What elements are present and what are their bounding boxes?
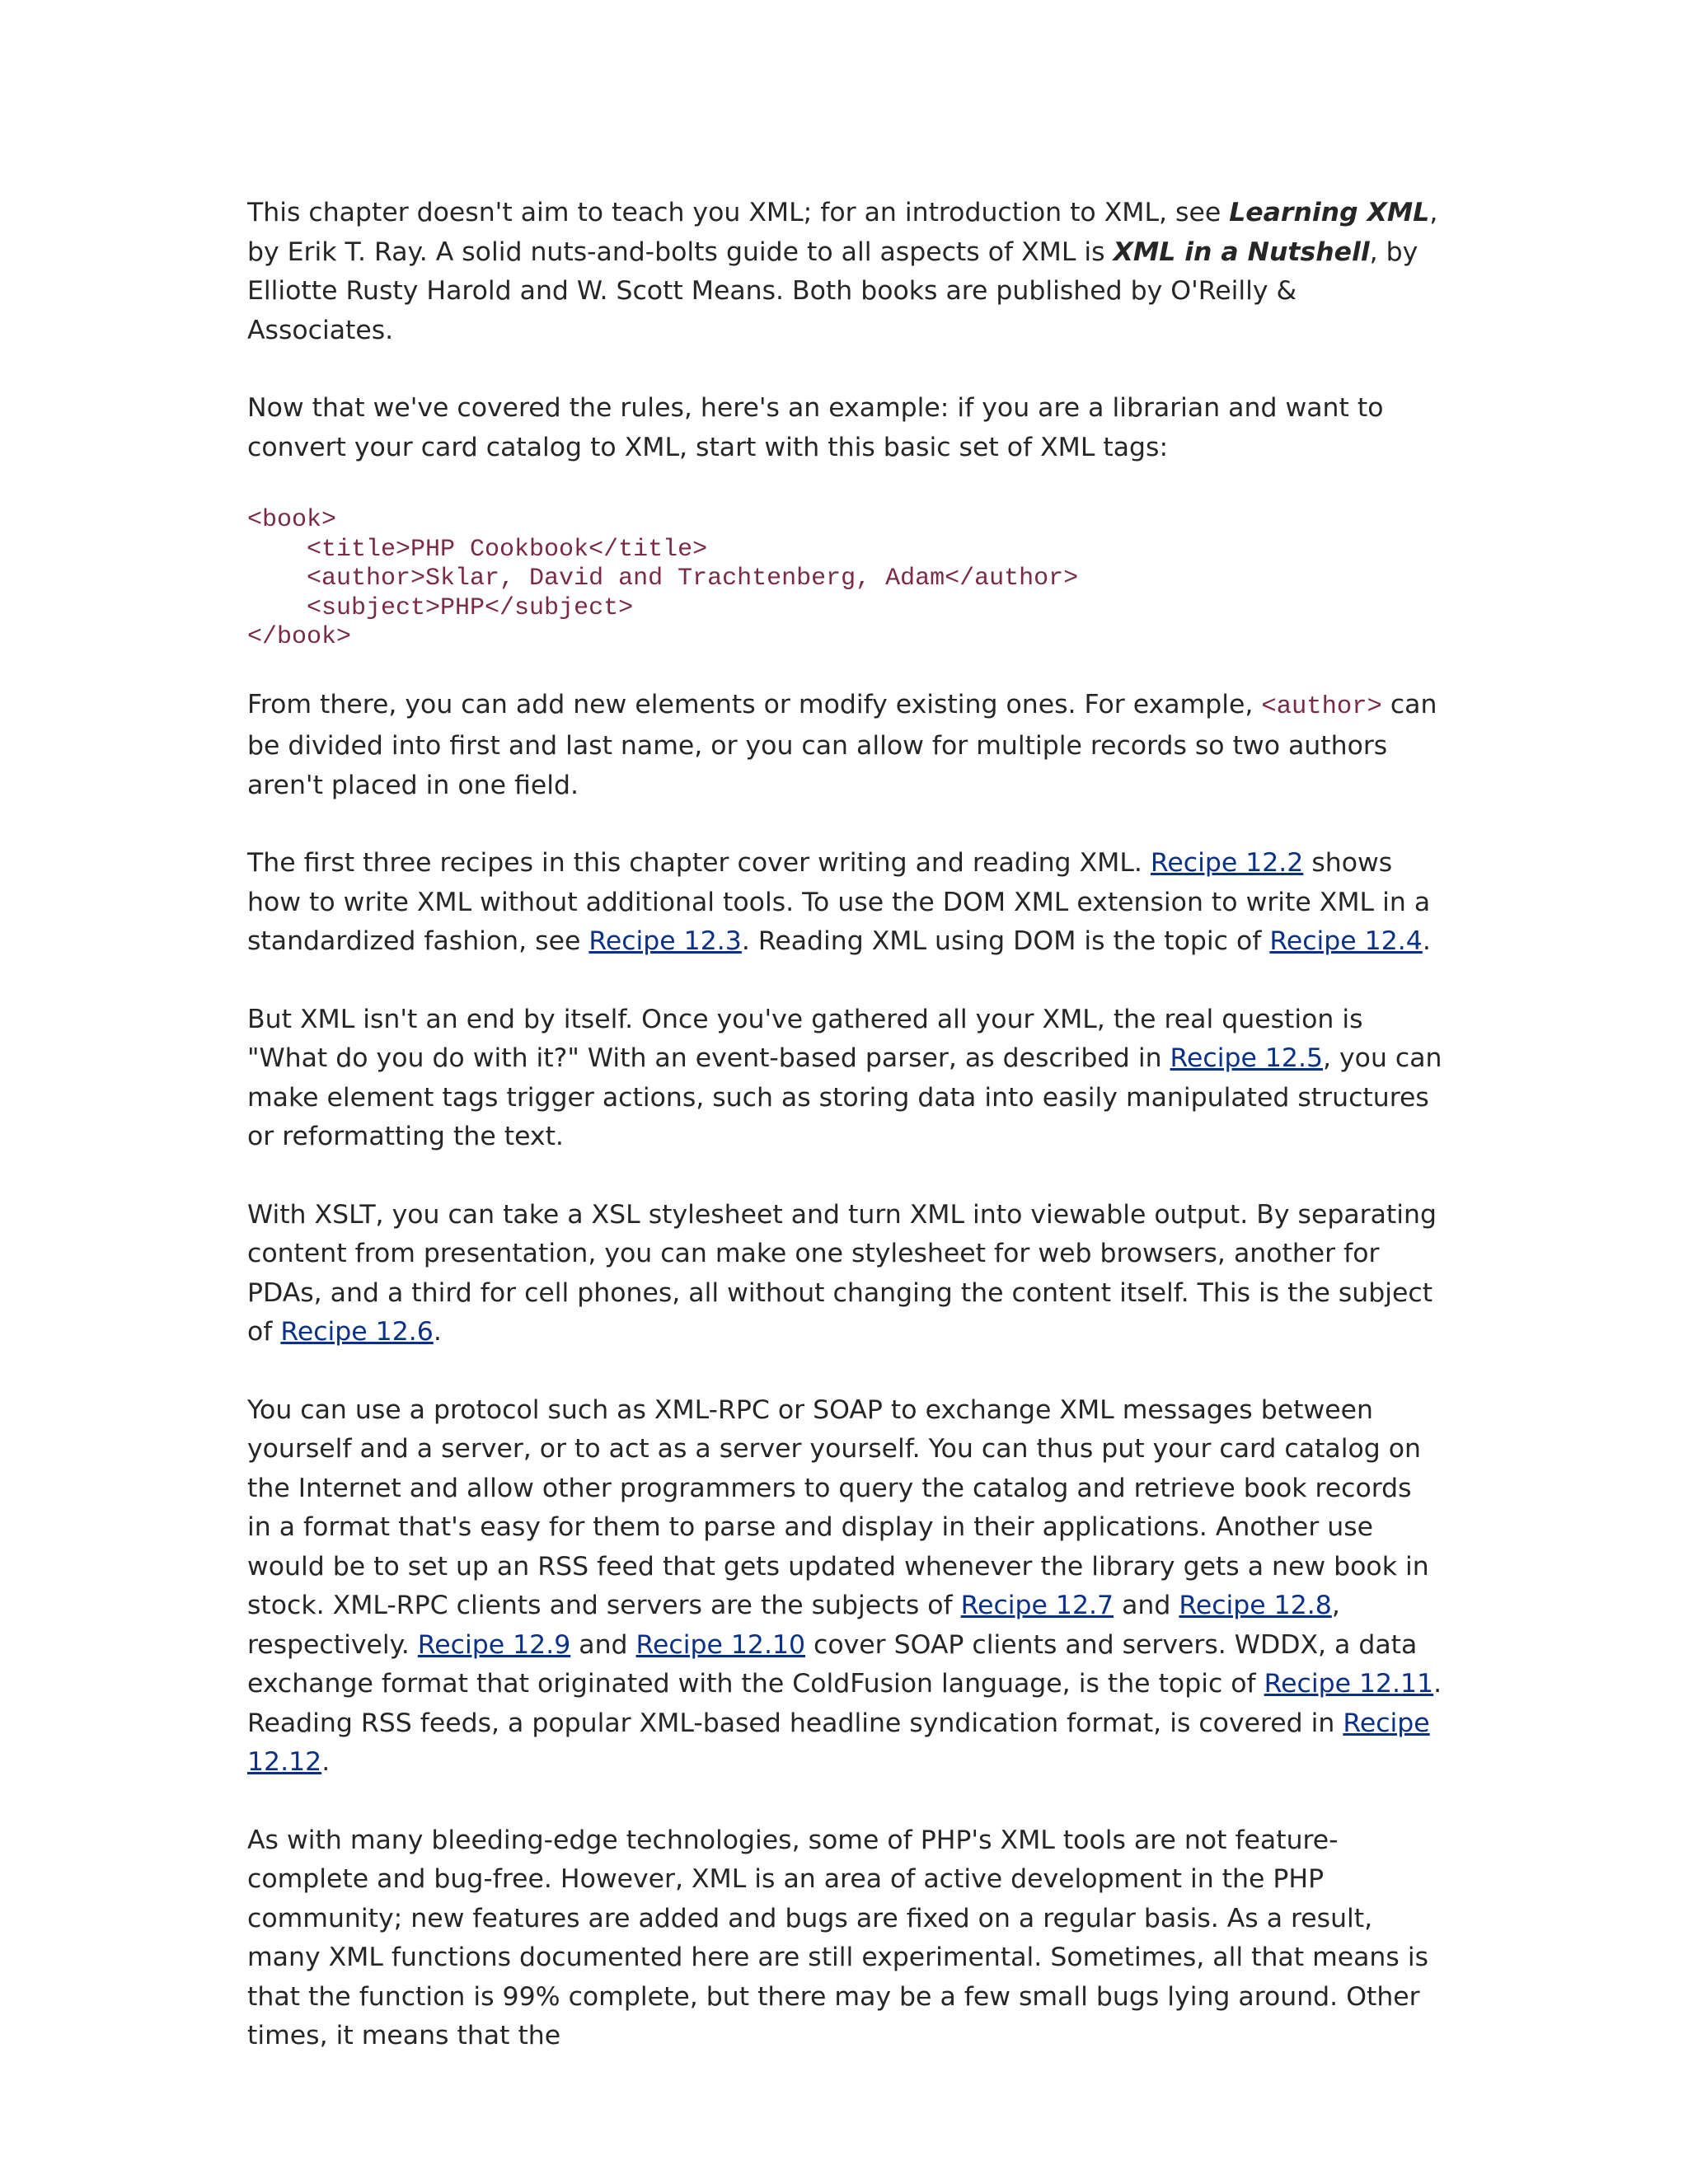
paragraph-event-parser: [247, 1001, 1442, 1157]
code-line: </book>: [247, 623, 352, 651]
paragraph-xslt: [247, 1196, 1442, 1352]
code-line: <subject>PHP</subject>: [247, 593, 634, 622]
text: You can use a protocol such as XML-RPC or SOAP to exchange XML messages between yourself and a server, or to act as a server yourself. You can thus put your card catalog on the Internet and allow other programmers to query the catalog and retrieve book records in a format that's easy for them to parse and display in their applications. Another use would be to set up an RSS feed that gets updated whenever the library gets a new book in stock. XML-RPC clients and servers are the subjects of: [247, 1394, 1429, 1620]
text: , by Erik T. Ray. A solid nuts-and-bolts guide to all aspects of XML is: [247, 198, 1438, 267]
link-recipe-12-4[interactable]: Recipe 12.4: [1269, 926, 1423, 956]
text: , by Elliotte Rusty Harold and W. Scott Means. Both books are published by O'Reilly & Associates.: [247, 237, 1418, 345]
text: But XML isn't an end by itself. Once you've gathered all your XML, the real question is "What do you do with it?" With an event-based parser, as described in: [247, 1004, 1363, 1073]
book-title-xml-in-a-nutshell: XML in a Nutshell: [1113, 237, 1370, 267]
link-recipe-12-11[interactable]: Recipe 12.11: [1264, 1669, 1434, 1699]
document-page: [247, 194, 1442, 2095]
paragraph-example: Now that we've covered the rules, here's an example: if you are a librarian and want to convert your card catalog to XML, start with this basic set of XML tags:: [247, 393, 1384, 462]
text: . Reading XML using DOM is the topic of: [741, 926, 1270, 956]
text: From there, you can add new elements or modify existing ones. For example,: [247, 689, 1262, 719]
link-recipe-12-3[interactable]: Recipe 12.3: [588, 926, 742, 956]
link-recipe-12-8[interactable]: Recipe 12.8: [1179, 1591, 1332, 1620]
text: .: [1422, 926, 1431, 956]
text: This chapter doesn't aim to teach you XML; for an introduction to XML, see: [247, 198, 1230, 227]
paragraph-modify: [247, 686, 1442, 806]
code-line: <book>: [247, 506, 337, 534]
link-recipe-12-10[interactable]: Recipe 12.10: [635, 1629, 806, 1660]
text: , respectively.: [247, 1591, 1340, 1660]
link-recipe-12-5[interactable]: Recipe 12.5: [1170, 1043, 1323, 1073]
inline-code-author: <author>: [1261, 692, 1382, 721]
code-block: [247, 506, 1442, 653]
link-recipe-12-12[interactable]: Recipe 12.12: [247, 1708, 1430, 1777]
text: The first three recipes in this chapter cover writing and reading XML.: [247, 848, 1151, 878]
text: and: [570, 1629, 636, 1660]
text: With XSLT, you can take a XSL stylesheet and turn XML into viewable output. By separating content from presentation, you can make one stylesheet for web browsers, another for PDAs, and a third for cell phones, all without changing the content itself. This is the subject of: [247, 1199, 1437, 1347]
text: . Reading RSS feeds, a popular XML-based headline syndication format, is covered in: [247, 1669, 1442, 1738]
text: , you can make element tags trigger actions, such as storing data into easily manipulated structures or reformatting the text.: [247, 1043, 1442, 1151]
book-title-learning-xml: Learning XML: [1229, 198, 1430, 227]
text: .: [321, 1747, 331, 1777]
code-line: <title>PHP Cookbook</title>: [247, 535, 708, 564]
text: .: [433, 1317, 442, 1347]
paragraph-protocols: [247, 1391, 1442, 1783]
text: can be divided into first and last name, or you can allow for multiple records so two authors aren't placed in one field.: [247, 689, 1437, 800]
link-recipe-12-6[interactable]: Recipe 12.6: [280, 1317, 434, 1347]
paragraph-bleeding-edge: As with many bleeding-edge technologies, some of PHP's XML tools are not feature-complete and bug-free. However, XML is an area of active development in the PHP community; new features are added and bugs are fixed on a regular basis. As a result, many XML functions documented here are still experimental. Sometimes, all that means is that the function is 99% complete, but there may be a few small bugs lying around. Other times, it means that the: [247, 1825, 1428, 2050]
code-line: <author>Sklar, David and Trachtenberg, Adam</author>: [247, 565, 1079, 593]
text: shows how to write XML without additional tools. To use the DOM XML extension to write XML in a standardized fashion, see: [247, 848, 1431, 956]
text: and: [1114, 1591, 1179, 1620]
link-recipe-12-2[interactable]: Recipe 12.2: [1150, 848, 1304, 878]
paragraph-intro: [247, 194, 1442, 350]
paragraph-recipes-intro: [247, 844, 1442, 962]
text: cover SOAP clients and servers. WDDX, a data exchange format that originated with the ColdFusion language, is the topic of: [247, 1629, 1418, 1699]
link-recipe-12-9[interactable]: Recipe 12.9: [417, 1629, 571, 1660]
link-recipe-12-7[interactable]: Recipe 12.7: [960, 1591, 1114, 1620]
